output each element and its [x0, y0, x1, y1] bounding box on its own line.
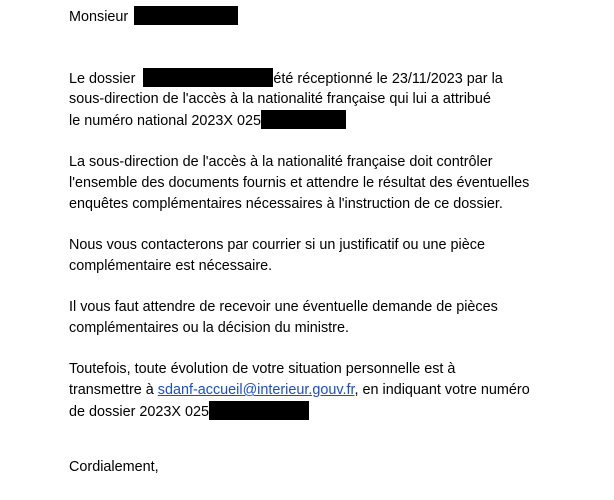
paragraph-4-line-1: [69, 297, 498, 317]
text-segment: enquêtes complémentaires nécessaires à l'instruction de ce dossier.: [69, 196, 503, 212]
paragraph-1-line-2: [69, 89, 491, 109]
redacted-name: [134, 6, 238, 25]
text-segment: complémentaires ou la décision du ministre.: [69, 320, 349, 336]
redacted-dossier-number: [143, 68, 273, 87]
salutation: [69, 6, 238, 26]
paragraph-5-line-3: [69, 401, 309, 421]
text-segment: Toutefois, toute évolution de votre situation personnelle est à: [69, 361, 456, 377]
closing-text: Cordialement,: [69, 459, 159, 475]
text-segment: , en indiquant votre numéro: [354, 382, 530, 398]
paragraph-3-line-2: [69, 256, 272, 276]
paragraph-5-line-1: [69, 359, 455, 379]
text-segment: Le dossier: [69, 71, 136, 87]
text-segment: complémentaire est nécessaire.: [69, 258, 273, 274]
text-segment: La sous-direction de l'accès à la nationalité française doit contrôler: [69, 154, 493, 170]
closing: [69, 457, 159, 477]
text-segment: l'ensemble des documents fournis et attendre le résultat des éventuelles: [69, 175, 530, 191]
text-segment: été réceptionné le 23/11/2023 par la: [273, 71, 503, 87]
paragraph-2-line-2: [69, 173, 529, 193]
redacted-dossier-number-2: [209, 401, 309, 420]
text-segment: Il vous faut attendre de recevoir une éventuelle demande de pièces: [69, 299, 498, 315]
text-segment: sous-direction de l'accès à la nationalité française qui lui a attribué: [69, 91, 491, 107]
paragraph-5-line-2: [69, 380, 530, 400]
paragraph-1-line-3: [69, 110, 346, 130]
paragraph-4-line-2: [69, 318, 349, 338]
email-link[interactable]: sdanf-accueil@interieur.gouv.fr: [157, 382, 355, 398]
text-segment: transmettre à: [69, 382, 154, 398]
text-segment: Nous vous contacterons par courrier si un justificatif ou une pièce: [69, 237, 485, 253]
paragraph-2-line-3: [69, 194, 503, 214]
text-segment: de dossier 2023X 025: [69, 404, 210, 420]
paragraph-3-line-1: [69, 235, 485, 255]
paragraph-2-line-1: [69, 152, 493, 172]
paragraph-1-line-1: [69, 68, 503, 88]
text-segment: le numéro national 2023X 025: [69, 113, 262, 129]
salutation-text: Monsieur: [69, 9, 129, 25]
redacted-national-number: [261, 110, 346, 129]
